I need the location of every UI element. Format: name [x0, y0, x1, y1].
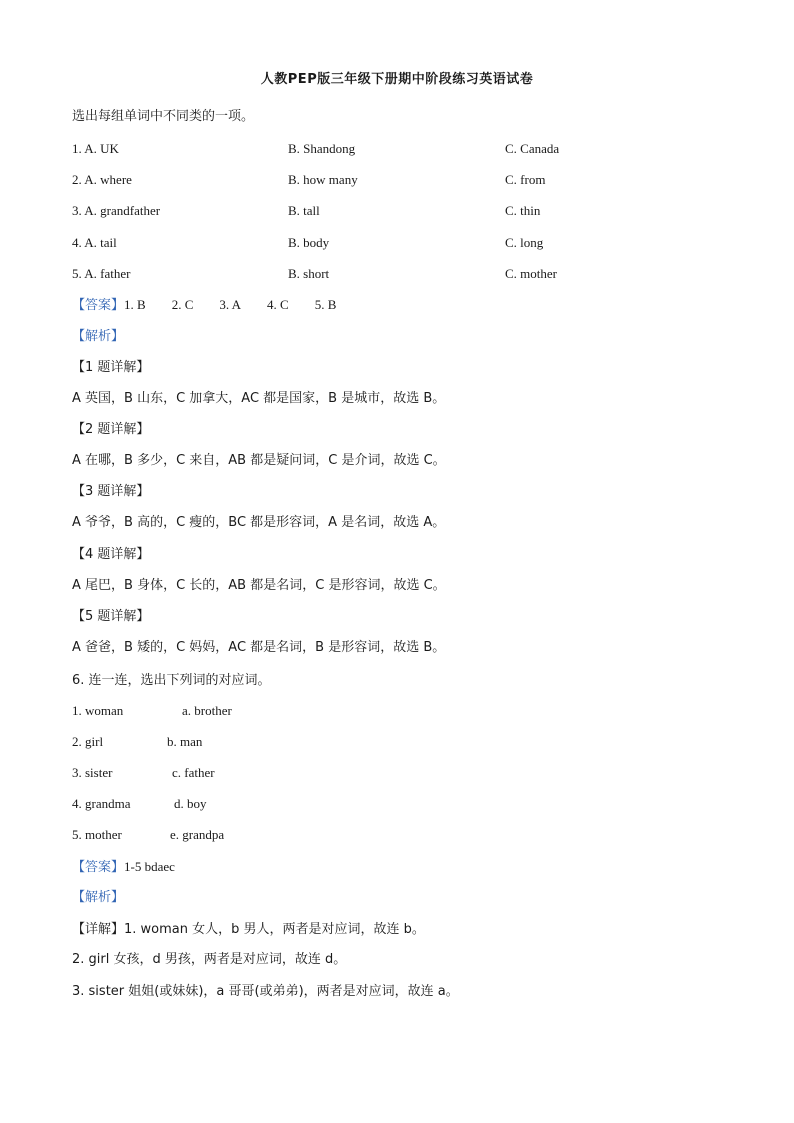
- detail-text-4: A 尾巴，B 身体，C 长的，AB 都是名词，C 是形容词，故选 C。: [72, 578, 446, 593]
- section2-detail-line-1: [72, 920, 425, 939]
- match-left: 2. girl: [72, 734, 104, 749]
- detail-heading-1: 【1 题详解】: [72, 360, 150, 375]
- option-b: B. body: [288, 235, 330, 250]
- answer-text: 1-5 bdaec: [124, 859, 175, 874]
- option-b: B. how many: [288, 172, 358, 187]
- option-c: C. from: [505, 172, 546, 187]
- detail-label: 【详解】: [72, 922, 125, 937]
- page-title: 人教PEP版三年级下册期中阶段练习英语试卷: [260, 72, 534, 87]
- option-a: 4. A. tail: [72, 235, 117, 250]
- question-row-2: [72, 171, 722, 189]
- answer-label: 【答案】: [72, 860, 125, 875]
- match-right: c. father: [172, 765, 215, 780]
- section2-detail-line-2: 2. girl 女孩，d 男孩，两者是对应词，故连 d。: [72, 952, 347, 967]
- section2-analysis-label: 【解析】: [72, 890, 125, 905]
- detail-text: 1. woman 女人，b 男人，两者是对应词，故连 b。: [124, 922, 425, 937]
- detail-text-3: A 爷爷，B 高的，C 瘦的，BC 都是形容词，A 是名词，故选 A。: [72, 515, 446, 530]
- match-right: b. man: [167, 734, 203, 749]
- match-row-2: [72, 733, 372, 751]
- question-row-5: [72, 265, 722, 283]
- answer-item: 2. C: [171, 297, 194, 312]
- answer-item: 1. B: [124, 297, 146, 312]
- match-right: d. boy: [174, 796, 207, 811]
- option-b: B. short: [288, 266, 330, 281]
- answer-item: 4. C: [267, 297, 289, 312]
- match-left: 5. mother: [72, 827, 122, 842]
- option-c: C. long: [505, 235, 544, 250]
- section2-answer-line: [72, 858, 175, 877]
- answer-item: 3. A: [219, 297, 242, 312]
- match-row-4: [72, 795, 372, 813]
- match-right: e. grandpa: [170, 827, 225, 842]
- option-c: C. Canada: [505, 141, 560, 156]
- detail-heading-4: 【4 题详解】: [72, 547, 150, 562]
- detail-text-5: A 爸爸，B 矮的，C 妈妈，AC 都是名词，B 是形容词，故选 B。: [72, 640, 446, 655]
- detail-text-2: A 在哪，B 多少，C 来自，AB 都是疑问词，C 是介词，故选 C。: [72, 453, 446, 468]
- option-a: 5. A. father: [72, 266, 131, 281]
- match-left: 1. woman: [72, 703, 124, 718]
- option-b: B. tall: [288, 203, 320, 218]
- detail-heading-3: 【3 题详解】: [72, 484, 150, 499]
- option-b: B. Shandong: [288, 141, 356, 156]
- option-a: 1. A. UK: [72, 141, 119, 156]
- option-a: 2. A. where: [72, 172, 132, 187]
- match-left: 4. grandma: [72, 796, 131, 811]
- detail-heading-2: 【2 题详解】: [72, 422, 150, 437]
- section2-detail-line-3: 3. sister 姐姐(或妹妹)，a 哥哥(或弟弟)，两者是对应词，故连 a。: [72, 984, 459, 999]
- match-row-1: [72, 702, 372, 720]
- answer-item: 5. B: [314, 297, 337, 312]
- section1-instruction: 选出每组单词中不同类的一项。: [72, 109, 255, 124]
- option-c: C. thin: [505, 203, 541, 218]
- question-row-1: [72, 140, 722, 158]
- question-row-4: [72, 234, 722, 252]
- detail-heading-5: 【5 题详解】: [72, 609, 150, 624]
- option-c: C. mother: [505, 266, 557, 281]
- option-a: 3. A. grandfather: [72, 203, 161, 218]
- answer-line: [72, 296, 362, 315]
- detail-text-1: A 英国，B 山东，C 加拿大，AC 都是国家，B 是城市，故选 B。: [72, 391, 446, 406]
- match-left: 3. sister: [72, 765, 113, 780]
- section2-instruction: 6. 连一连，选出下列词的对应词。: [72, 673, 271, 688]
- analysis-label: 【解析】: [72, 329, 125, 344]
- match-row-3: [72, 764, 372, 782]
- answer-label: 【答案】: [72, 298, 125, 313]
- question-row-3: [72, 202, 722, 220]
- match-right: a. brother: [182, 703, 232, 718]
- match-row-5: [72, 826, 372, 844]
